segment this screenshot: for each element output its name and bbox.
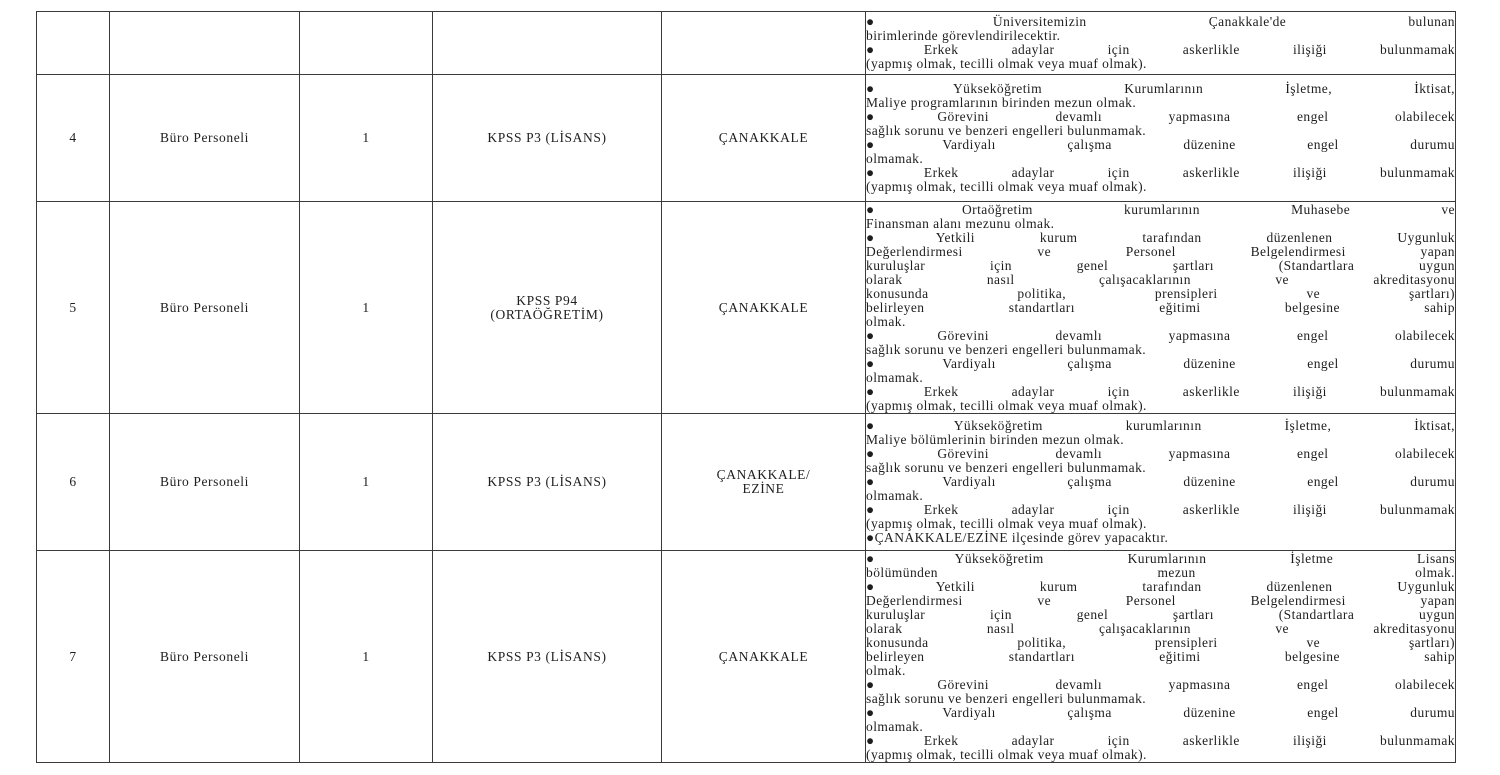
condition-line: (yapmış olmak, tecilli olmak veya muaf olmak). — [866, 746, 1147, 762]
exam-type: KPSS P3 (LİSANS) — [487, 474, 607, 489]
condition-line: (yapmış olmak, tecilli olmak veya muaf olmak). — [866, 56, 1147, 71]
condition-line: (yapmış olmak, tecilli olmak veya muaf olmak). — [866, 179, 1147, 194]
position-count-cell — [300, 75, 433, 202]
exam-type-cell — [433, 551, 662, 763]
condition-line: konusunda politika, prensipleri ve şartları) — [866, 634, 1455, 650]
position-count: 1 — [362, 299, 370, 315]
row-number: 7 — [69, 648, 77, 664]
condition-line: olmamak. — [866, 488, 924, 503]
conditions-cell — [866, 551, 1456, 763]
condition-line: olmak. — [866, 313, 906, 329]
row-number: 6 — [69, 474, 77, 489]
table-row — [37, 12, 1456, 75]
exam-type-line: KPSS P94 — [516, 292, 578, 308]
position-count-cell — [300, 12, 433, 75]
location-line: EZİNE — [742, 481, 785, 496]
condition-line: ●Yetkili kurum tarafından düzenlenen Uygunluk — [866, 229, 1455, 245]
condition-line: ●Yetkili kurum tarafından düzenlenen Uygunluk — [866, 578, 1455, 594]
condition-line: ●Ortaöğretim kurumlarının Muhasebe ve — [866, 201, 1455, 217]
row-number: 5 — [69, 299, 77, 315]
condition-line: ●Erkek adaylar için askerlikle ilişiği bulunmamak — [866, 165, 1455, 180]
condition-line: olmak. — [866, 662, 906, 678]
condition-line: ●Vardiyalı çalışma düzenine engel durumu — [866, 137, 1455, 152]
condition-line: olarak nasıl çalışacaklarının ve akreditasyonu — [866, 620, 1455, 636]
condition-line: ●Yükseköğretim Kurumlarının İşletme, İktisat, — [866, 81, 1455, 96]
location-line: ÇANAKKALE/ — [716, 467, 811, 482]
location-cell — [662, 414, 866, 551]
position-title-cell — [110, 12, 300, 75]
condition-line: ●Vardiyalı çalışma düzenine engel durumu — [866, 704, 1455, 720]
table-row — [37, 202, 1456, 414]
conditions-cell — [866, 202, 1456, 414]
condition-line: ●Yükseköğretim Kurumlarının İşletme Lisans — [866, 550, 1455, 566]
condition-line: sağlık sorunu ve benzeri engelleri bulunmamak. — [866, 690, 1147, 706]
position-count-cell — [300, 551, 433, 763]
position-count-cell — [300, 414, 433, 551]
condition-line: belirleyen standartları eğitimi belgesine sahip — [866, 648, 1455, 664]
condition-line: kuruluşlar için genel şartları (Standartlara uygun — [866, 606, 1455, 622]
exam-type-line: (ORTAÖĞRETİM) — [490, 306, 604, 322]
row-number-cell — [37, 551, 110, 763]
exam-type-cell — [433, 414, 662, 551]
condition-line: ●Görevini devamlı yapmasına engel olabilecek — [866, 446, 1455, 461]
position-title: Büro Personeli — [159, 299, 250, 315]
condition-line: bölümünden mezun olmak. — [866, 564, 1455, 580]
condition-line: ●Yükseköğretim kurumlarının İşletme, İktisat, — [866, 418, 1455, 433]
exam-type-cell — [433, 12, 662, 75]
conditions-cell — [866, 75, 1456, 202]
condition-line: ●Üniversitemizin Çanakkale'de bulunan — [866, 14, 1455, 29]
location-cell — [662, 75, 866, 202]
condition-line: Değerlendirmesi ve Personel Belgelendirmesi yapan — [866, 243, 1455, 259]
row-number-cell — [37, 414, 110, 551]
condition-line: olarak nasıl çalışacaklarının ve akreditasyonu — [866, 271, 1455, 287]
exam-type-cell — [433, 202, 662, 414]
condition-line: ●Vardiyalı çalışma düzenine engel durumu — [866, 474, 1455, 489]
location: ÇANAKKALE — [718, 648, 809, 664]
condition-line: sağlık sorunu ve benzeri engelleri bulunmamak. — [866, 123, 1147, 138]
exam-type: KPSS P3 (LİSANS) — [487, 648, 607, 664]
condition-line: ●ÇANAKKALE/EZİNE ilçesinde görev yapacaktır. — [866, 530, 1169, 545]
condition-line: ●Erkek adaylar için askerlikle ilişiği bulunmamak — [866, 42, 1455, 57]
table-row — [37, 551, 1456, 763]
condition-line: sağlık sorunu ve benzeri engelleri bulunmamak. — [866, 460, 1147, 475]
condition-line: ●Erkek adaylar için askerlikle ilişiği bulunmamak — [866, 383, 1455, 399]
row-number: 4 — [69, 130, 77, 145]
condition-line: kuruluşlar için genel şartları (Standartlara uygun — [866, 257, 1455, 273]
exam-type: KPSS P3 (LİSANS) — [487, 130, 607, 145]
position-title-cell — [110, 202, 300, 414]
condition-line: (yapmış olmak, tecilli olmak veya muaf olmak). — [866, 516, 1147, 531]
row-number-cell — [37, 202, 110, 414]
condition-line: olmamak. — [866, 151, 924, 166]
condition-line: ●Vardiyalı çalışma düzenine engel durumu — [866, 355, 1455, 371]
condition-line: ●Görevini devamlı yapmasına engel olabilecek — [866, 109, 1455, 124]
condition-line: ●Erkek adaylar için askerlikle ilişiği bulunmamak — [866, 732, 1455, 748]
table-row — [37, 414, 1456, 551]
condition-line: konusunda politika, prensipleri ve şartları) — [866, 285, 1455, 301]
conditions-cell — [866, 414, 1456, 551]
condition-line: ●Erkek adaylar için askerlikle ilişiği bulunmamak — [866, 502, 1455, 517]
location-cell — [662, 202, 866, 414]
condition-line: Maliye programlarının birinden mezun olmak. — [866, 95, 1137, 110]
condition-line: ●Görevini devamlı yapmasına engel olabilecek — [866, 327, 1455, 343]
position-title: Büro Personeli — [159, 130, 250, 145]
position-title-cell — [110, 75, 300, 202]
position-title-cell — [110, 414, 300, 551]
position-count: 1 — [362, 474, 370, 489]
position-title: Büro Personeli — [159, 474, 250, 489]
condition-line: Maliye bölümlerinin birinden mezun olmak. — [866, 432, 1125, 447]
conditions-cell — [866, 12, 1456, 75]
location: ÇANAKKALE — [718, 299, 809, 315]
position-title: Büro Personeli — [159, 648, 250, 664]
position-count: 1 — [362, 130, 370, 145]
condition-line: olmamak. — [866, 369, 924, 385]
row-number-cell — [37, 75, 110, 202]
table-row — [37, 75, 1456, 202]
condition-line: ●Görevini devamlı yapmasına engel olabilecek — [866, 676, 1455, 692]
condition-line: sağlık sorunu ve benzeri engelleri bulunmamak. — [866, 341, 1147, 357]
location-cell — [662, 12, 866, 75]
condition-line: birimlerinde görevlendirilecektir. — [866, 28, 1061, 43]
condition-line: belirleyen standartları eğitimi belgesine sahip — [866, 299, 1455, 315]
condition-line: (yapmış olmak, tecilli olmak veya muaf olmak). — [866, 397, 1147, 413]
location-cell — [662, 551, 866, 763]
position-count: 1 — [362, 648, 370, 664]
row-number-cell — [37, 12, 110, 75]
position-title-cell — [110, 551, 300, 763]
condition-line: Değerlendirmesi ve Personel Belgelendirmesi yapan — [866, 592, 1455, 608]
location: ÇANAKKALE — [718, 130, 809, 145]
job-positions-table — [36, 11, 1456, 763]
condition-line: Finansman alanı mezunu olmak. — [866, 215, 1055, 231]
exam-type-cell — [433, 75, 662, 202]
position-count-cell — [300, 202, 433, 414]
condition-line: olmamak. — [866, 718, 924, 734]
